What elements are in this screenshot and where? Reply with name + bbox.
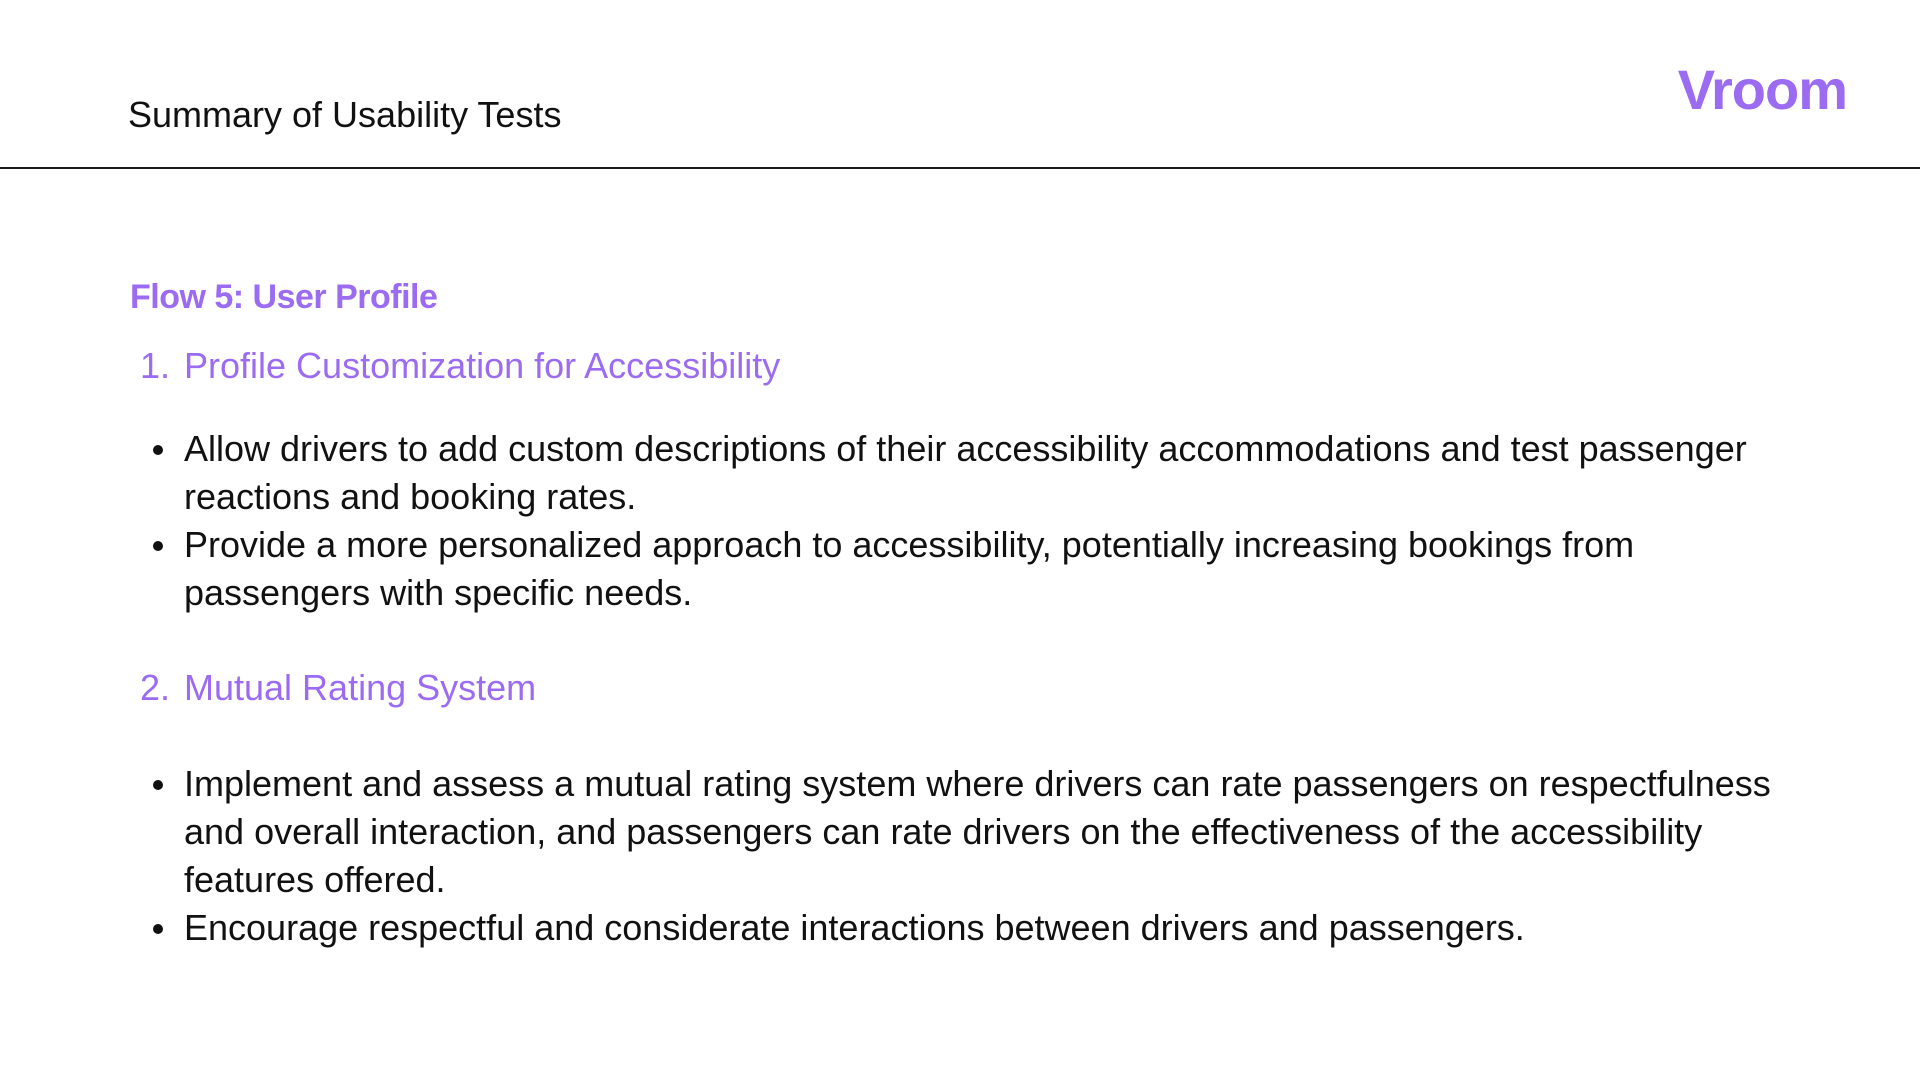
bullet-icon: [153, 445, 163, 455]
list-item-text: Implement and assess a mutual rating system where drivers can rate passengers on respectfulness and overall interaction, and passengers can rate drivers on the effectiveness of the accessibility features offered.: [184, 763, 1771, 900]
page-title: Summary of Usability Tests: [128, 94, 562, 135]
bullet-icon: [153, 541, 163, 551]
section-title: Profile Customization for Accessibility: [184, 345, 781, 386]
list-item-text: Allow drivers to add custom descriptions of their accessibility accommodations and test passenger reactions and booking rates.: [184, 428, 1747, 517]
section-number: 2.: [140, 667, 171, 708]
vroom-logo: Vroom: [1677, 58, 1847, 121]
list-item: [150, 760, 1810, 904]
bullet-list-mutual-rating: [150, 760, 1810, 952]
section-heading-mutual-rating: [140, 665, 536, 711]
list-item-text: Provide a more personalized approach to accessibility, potentially increasing bookings from passengers with specific needs.: [184, 524, 1635, 613]
section-number: 1.: [140, 345, 171, 386]
bullet-icon: [153, 780, 163, 790]
section-heading-profile-customization: [140, 343, 780, 389]
bullet-list-profile-customization: [150, 425, 1810, 617]
section-title: Mutual Rating System: [184, 667, 537, 708]
list-item-text: Encourage respectful and considerate interactions between drivers and passengers.: [184, 907, 1525, 948]
list-item: [150, 425, 1810, 521]
list-item: [150, 904, 1810, 952]
flow-heading: Flow 5: User Profile: [130, 278, 438, 316]
list-item: [150, 521, 1810, 617]
bullet-icon: [153, 924, 163, 934]
slide-header: [0, 0, 1920, 169]
